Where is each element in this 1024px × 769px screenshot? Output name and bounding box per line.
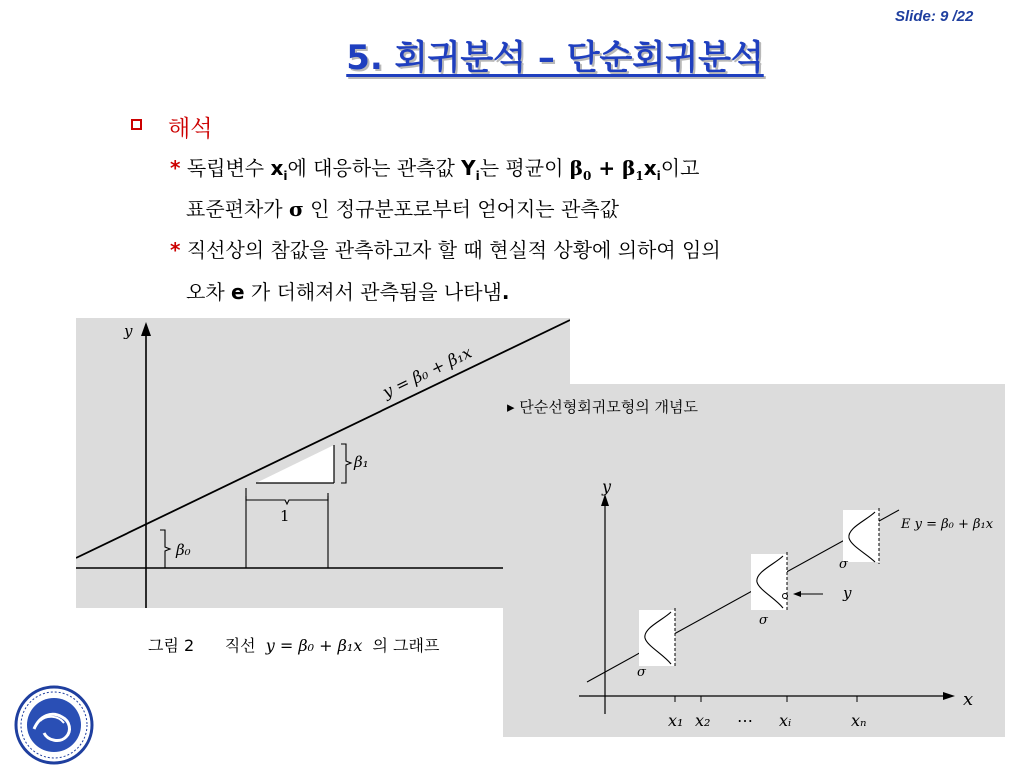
var-Yi: $Y_i$ [461,156,480,183]
sigma-label-3: σ [839,557,848,572]
y-axis-label-2: y [602,477,612,496]
tick-x2: x₂ [695,711,711,730]
tick-ellipsis: … [737,707,753,726]
bullet-square-icon [131,119,142,130]
run-label: 1 [280,507,290,525]
section-heading: 해석 [168,116,213,142]
line-equation-label: y = β₀ + β₁x [379,342,475,402]
logo-seal-icon [14,685,94,765]
figure-2-graphic [503,384,1005,737]
tick-xn: xₙ [851,711,867,730]
beta1-label: β₁ [354,453,369,471]
sigma-label-1: σ [637,665,646,680]
sigma-label-2: σ [759,613,768,628]
slide-number: Slide: 9 /22 [895,8,974,25]
x-axis-label: x [963,689,974,710]
var-e: e [231,280,245,304]
asterisk-marker-2: * [170,238,181,262]
tick-xi: xᵢ [779,711,792,730]
var-sigma: σ [288,197,304,221]
figure-regression-concept [503,384,1005,737]
tick-x1: x₁ [668,711,684,730]
var-beta1: $\beta_1$ [622,156,644,183]
var-xi: $x_i$ [270,156,288,183]
figure-1-graphic [76,318,570,608]
body-paragraph-1-line-1: * 독립변수 $x_i$에 대응하는 관측값 $Y_i$는 평균이 $\beta_0 + \beta_1x_i$이고 [170,156,700,183]
figure-regression-line [76,318,570,608]
asterisk-marker: * [170,156,181,180]
body-paragraph-2-line-1: * 직선상의 참값을 관측하고자 할 때 현실적 상황에 의하여 임의 [170,238,721,262]
body-paragraph-2-line-2: 오차 e 가 더해져서 관측됨을 나타냄. [186,280,510,304]
slide-title: 5. 회귀분석 – 단순회귀분석 [346,38,764,78]
y-axis-label: y [124,322,133,340]
point-y-label: y [843,584,852,602]
expected-line-label: E y = β₀ + β₁x [901,517,994,532]
var-beta0: $\beta_0$ [569,156,592,183]
beta0-label: β₀ [176,541,191,559]
university-logo [14,685,94,765]
figure-2-caption: ▸ 단순선형회귀모형의 개념도 [507,398,698,416]
figure-1-caption: 그림 2 직선 y = β₀ + β₁x 의 그래프 [148,636,440,655]
body-paragraph-1-line-2: 표준편차가 σ 인 정규분포로부터 얻어지는 관측값 [186,197,619,221]
var-xi-2: $x_i$ [643,156,661,183]
